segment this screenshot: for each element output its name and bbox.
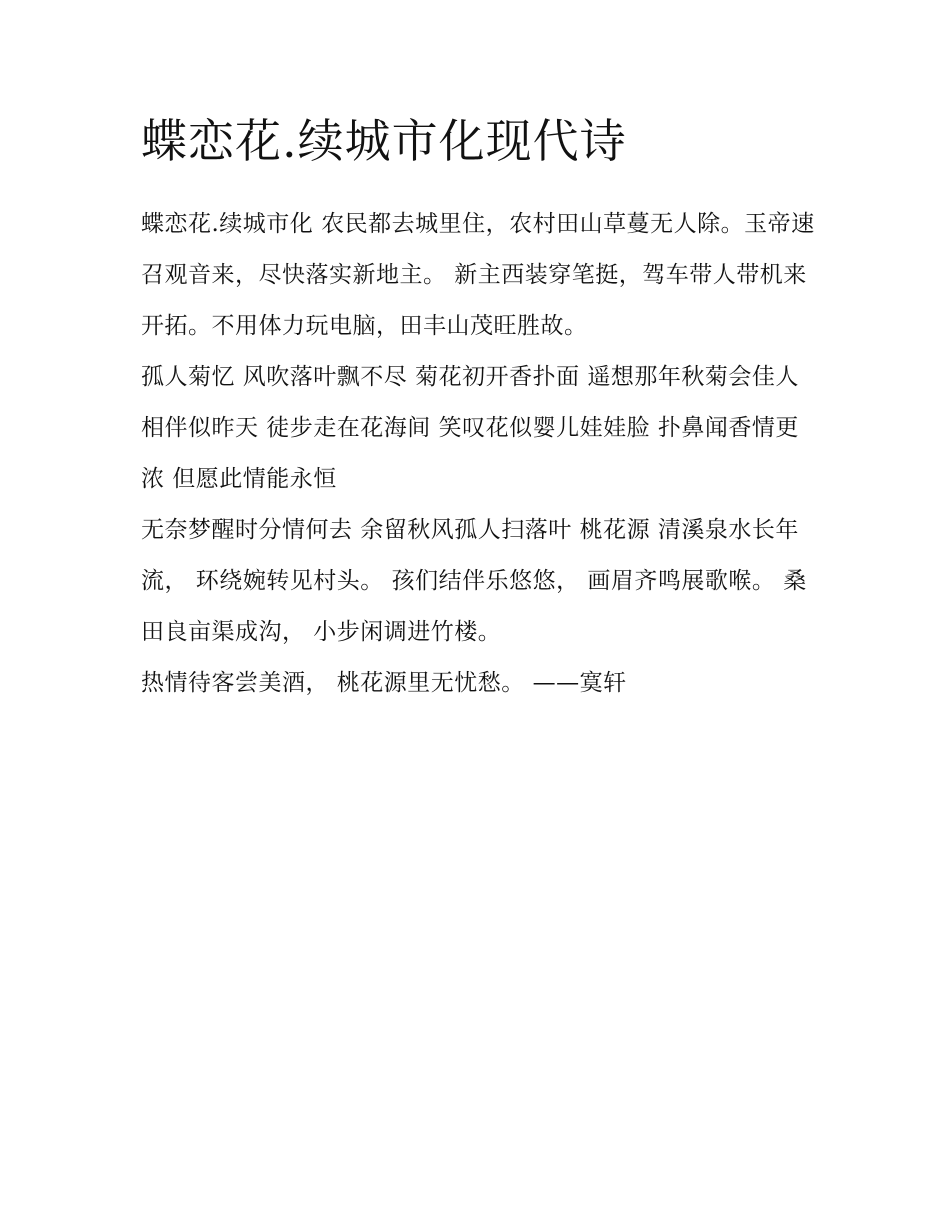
paragraph-2: 孤人菊忆 风吹落叶飘不尽 菊花初开香扑面 遥想那年秋菊会佳人相伴似昨天 徒步走在花海间 笑叹花似婴儿娃娃脸 扑鼻闻香情更浓 但愿此情能永恒 — [141, 364, 799, 492]
document-body — [141, 199, 816, 709]
paragraph-1: 蝶恋花.续城市化 农民都去城里住，农村田山草蔓无人除。玉帝速召观音来，尽快落实新地主。 新主西装穿笔挺，驾车带人带机来开拓。不用体力玩电脑，田丰山茂旺胜故。 — [141, 211, 815, 339]
paragraph-3: 无奈梦醒时分情何去 余留秋风孤人扫落叶 桃花源 清溪泉水长年流， 环绕婉转见村头。 孩们结伴乐悠悠， 画眉齐鸣展歌喉。 桑田良亩渠成沟， 小步闲调进竹楼。 — [141, 517, 807, 645]
paragraph-4: 热情待客尝美酒， 桃花源里无忧愁。 ——寞轩 — [141, 670, 627, 696]
document-title: 蝶恋花.续城市化现代诗 — [141, 114, 627, 168]
